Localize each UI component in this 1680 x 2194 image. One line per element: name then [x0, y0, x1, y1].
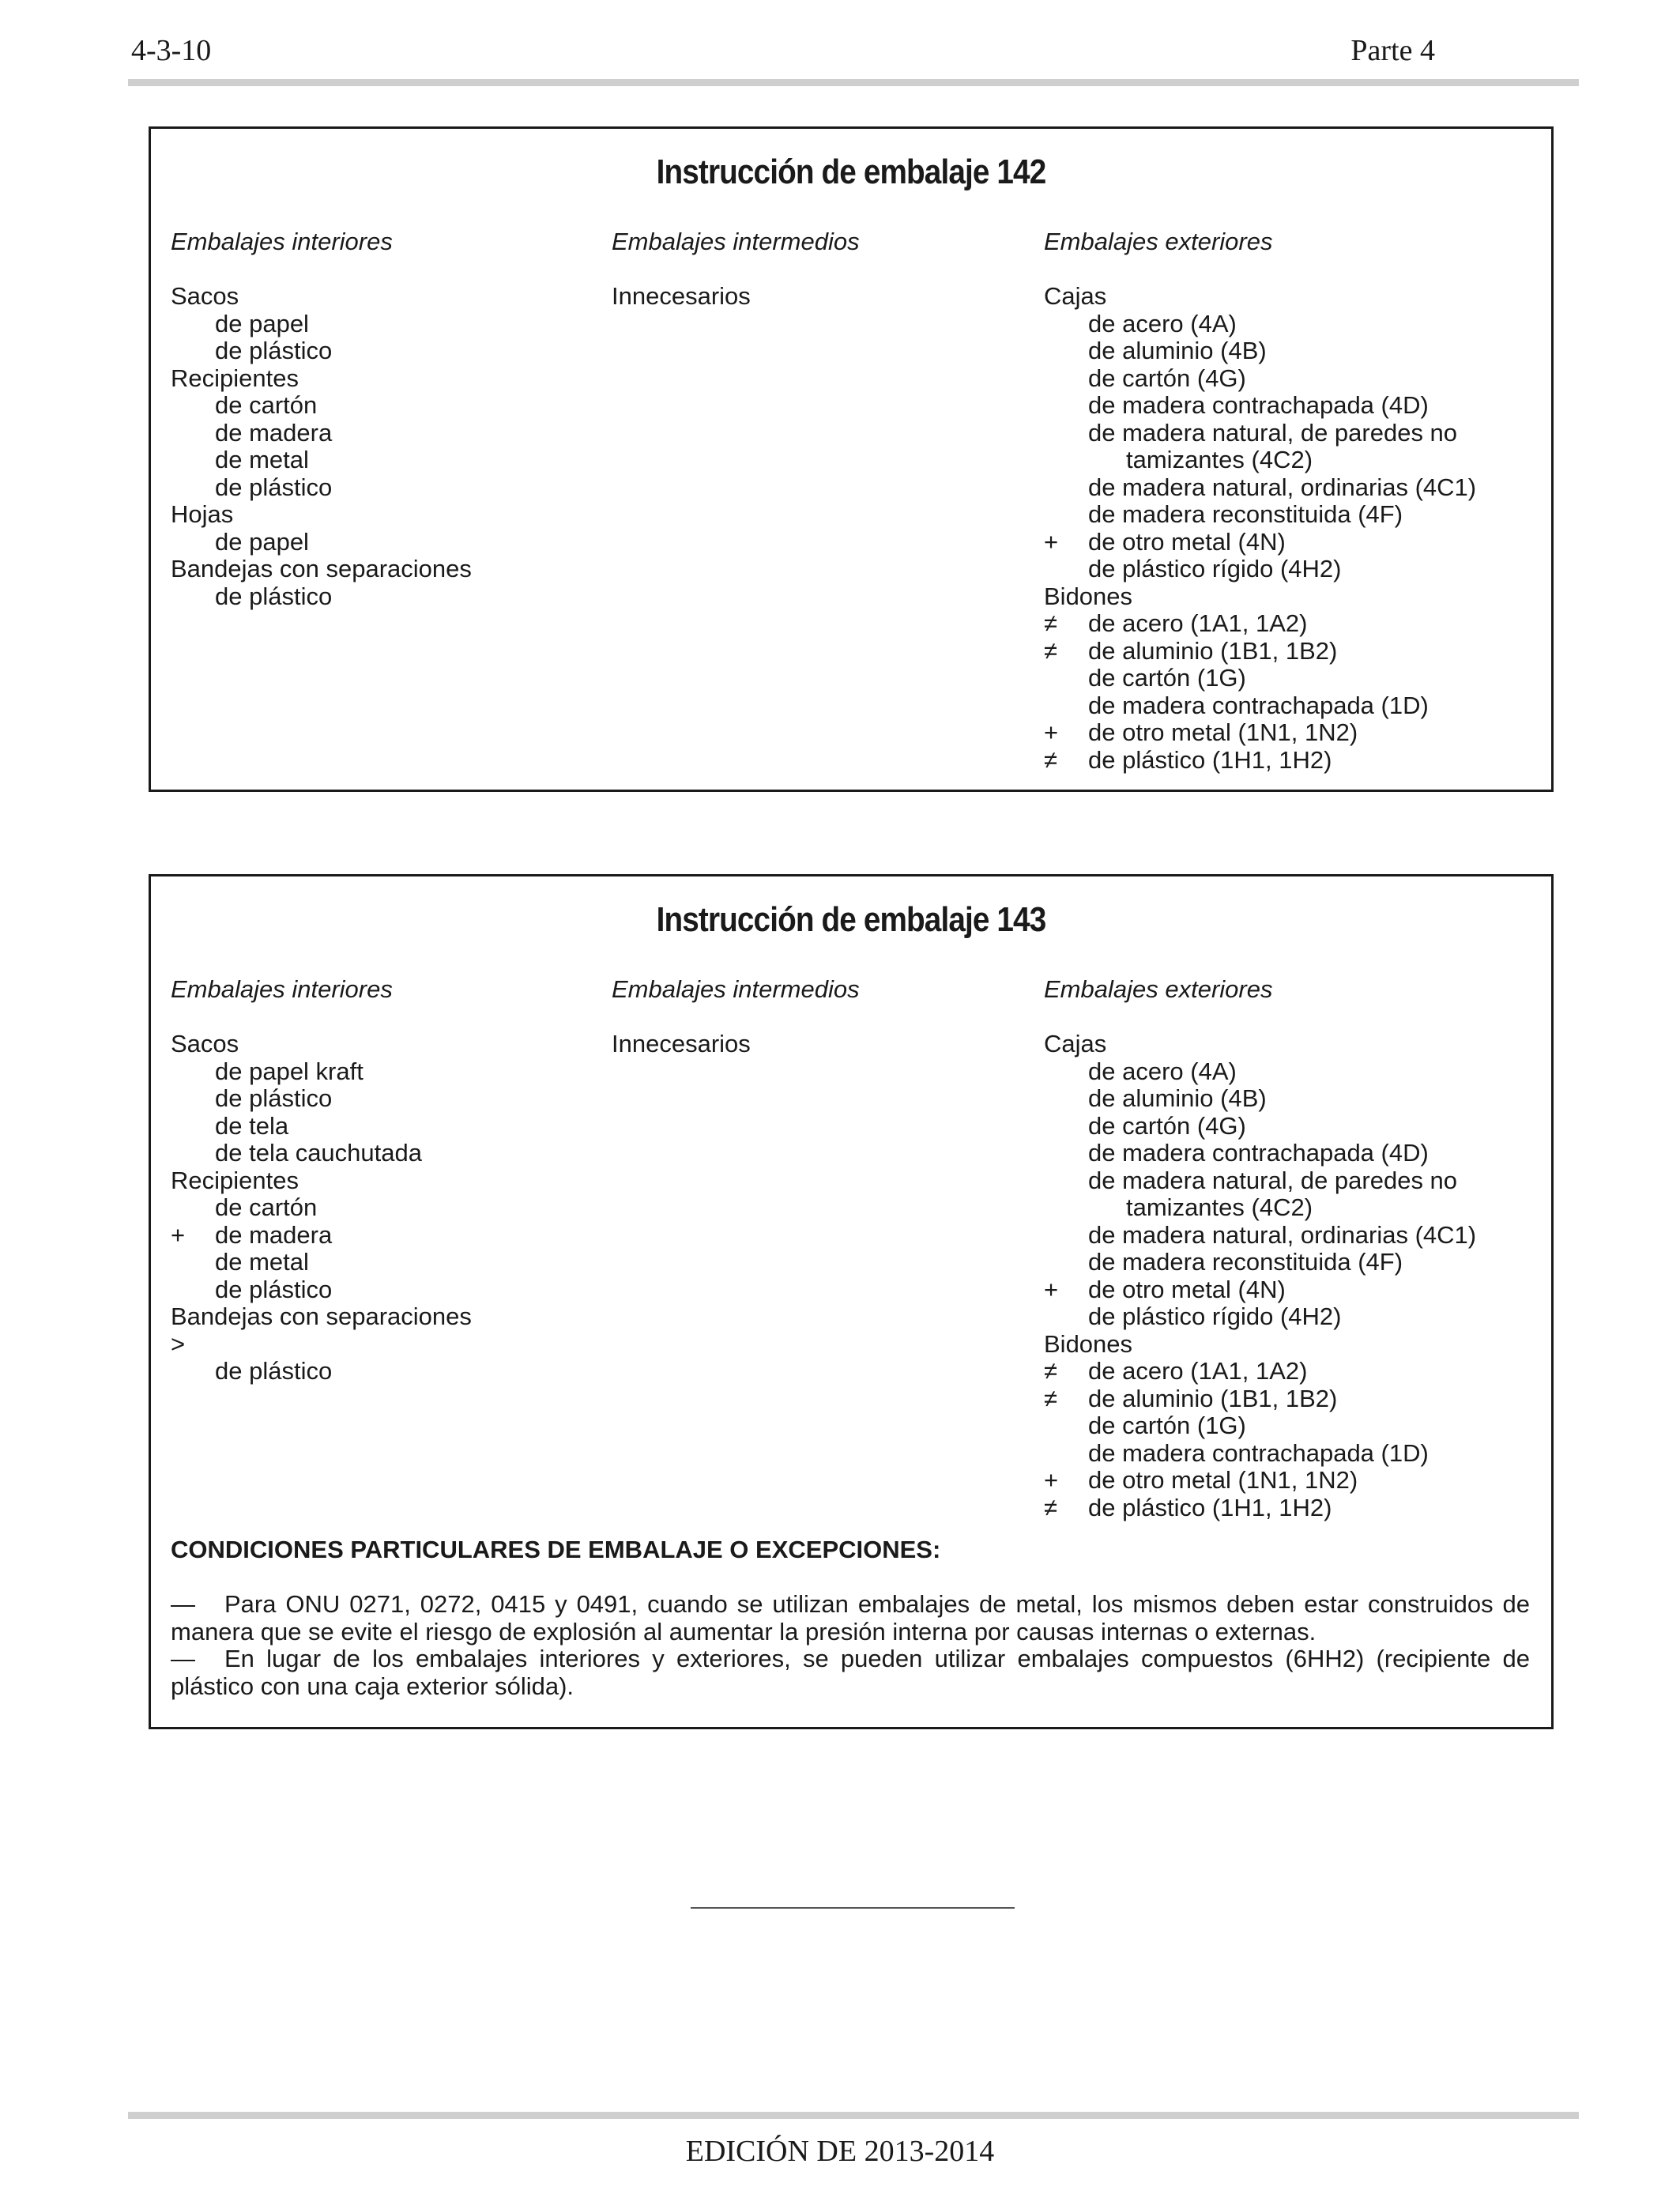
item-text: de madera natural, de paredes no — [1088, 1166, 1458, 1194]
item-text: Innecesarios — [612, 282, 751, 310]
item-text: de tela — [215, 1111, 289, 1140]
item-text: de acero (4A) — [1088, 1057, 1237, 1085]
item-text: de plástico — [215, 582, 333, 610]
item-text: de otro metal (1N1, 1N2) — [1088, 718, 1358, 746]
list-item — [1044, 638, 1550, 665]
item-text: de cartón — [215, 391, 318, 419]
list-item — [1044, 1467, 1550, 1495]
item-text: de otro metal (4N) — [1088, 1275, 1286, 1303]
list-item — [1044, 1058, 1550, 1086]
item-text: de papel — [215, 309, 309, 337]
list-item — [171, 583, 597, 611]
outer-packagings-column — [1044, 976, 1550, 1521]
item-text: de metal — [215, 446, 309, 473]
list-item — [171, 1194, 597, 1222]
item-text: Sacos — [171, 1030, 239, 1057]
list-item — [1044, 747, 1550, 775]
amendment-mark: > — [171, 1329, 186, 1358]
list-item — [171, 1140, 597, 1167]
list-item — [171, 311, 597, 338]
amendment-mark: + — [1044, 527, 1059, 556]
list-item — [1044, 1031, 1550, 1058]
item-text: de acero (4A) — [1088, 309, 1237, 337]
item-text: de plástico — [215, 337, 333, 364]
list-item — [1044, 1276, 1550, 1304]
list-item — [171, 1031, 597, 1058]
list-item — [171, 447, 597, 474]
item-text: de plástico rígido (4H2) — [1088, 555, 1342, 582]
item-text: de papel kraft — [215, 1057, 363, 1085]
inner-list — [171, 283, 597, 610]
condition-text: En lugar de los embalajes interiores y exteriores, se pueden utilizar embalajes compuestos (6HH2) (recipiente de plástico con una caja exterior sólida). — [171, 1645, 1530, 1700]
inner-packagings-column — [171, 976, 597, 1385]
item-text: Innecesarios — [612, 1030, 751, 1057]
amendment-mark: ≠ — [1044, 1357, 1058, 1385]
item-text: de cartón (1G) — [1088, 1412, 1246, 1439]
item-text: de plástico (1H1, 1H2) — [1088, 745, 1332, 774]
list-item — [1044, 1222, 1550, 1250]
item-text: de madera natural, ordinarias (4C1) — [1088, 1220, 1477, 1249]
item-text: Recipientes — [171, 1166, 299, 1194]
item-text: de acero (1A1, 1A2) — [1088, 1357, 1308, 1385]
item-text: de madera contrachapada (4D) — [1088, 1139, 1429, 1167]
inner-packagings-column — [171, 228, 597, 610]
item-text: de plástico — [215, 1357, 333, 1385]
item-text: de plástico rígido (4H2) — [1088, 1302, 1342, 1330]
inner-list — [171, 1031, 597, 1385]
list-item — [612, 283, 1038, 311]
item-text: de tela cauchutada — [215, 1139, 422, 1167]
list-item — [1044, 1303, 1550, 1331]
list-item — [171, 420, 597, 447]
amendment-mark: + — [1044, 718, 1059, 746]
item-text: de plástico — [215, 1084, 333, 1112]
list-item — [1044, 1385, 1550, 1413]
intermediate-packagings-column — [612, 228, 1038, 311]
list-item — [612, 1031, 1038, 1058]
list-item — [171, 392, 597, 420]
item-text: Bandejas con separaciones — [171, 1302, 472, 1330]
list-item — [1044, 665, 1550, 692]
header-rule — [128, 79, 1579, 86]
list-item — [171, 556, 597, 583]
intermediate-list — [612, 283, 1038, 311]
list-item — [1044, 692, 1550, 720]
item-text: Hojas — [171, 500, 234, 528]
intermediate-packagings-column — [612, 976, 1038, 1058]
list-item — [1044, 610, 1550, 638]
list-item — [1044, 583, 1550, 611]
item-text: de papel — [215, 527, 309, 556]
amendment-mark: ≠ — [1044, 745, 1058, 774]
list-item — [1044, 1412, 1550, 1440]
list-item — [171, 1303, 597, 1331]
item-text: de madera natural, de paredes no — [1088, 418, 1458, 447]
edition-footer: EDICIÓN DE 2013-2014 — [685, 2135, 995, 2168]
condition-text: Para ONU 0271, 0272, 0415 y 0491, cuando se utilizan embalajes de metal, los mismos deben estar construidos de manera que se evite el riesgo de explosión al aumentar la presión interna por causas internas o externas. — [171, 1590, 1530, 1646]
outer-list — [1044, 283, 1550, 774]
item-text: Bandejas con separaciones — [171, 555, 472, 582]
list-item — [1044, 1167, 1550, 1195]
condition-item — [171, 1646, 1530, 1700]
item-text: de cartón (4G) — [1088, 364, 1246, 392]
list-item — [171, 501, 597, 529]
item-text: de madera contrachapada (4D) — [1088, 391, 1429, 419]
item-text: de cartón (1G) — [1088, 664, 1246, 692]
list-item — [1044, 719, 1550, 747]
item-text: de cartón (4G) — [1088, 1111, 1246, 1140]
list-item — [1044, 420, 1550, 447]
item-text: de otro metal (1N1, 1N2) — [1088, 1466, 1358, 1494]
em-dash: — — [171, 1590, 195, 1618]
condition-item — [171, 1591, 1530, 1646]
amendment-mark: + — [171, 1220, 186, 1249]
item-text: Recipientes — [171, 364, 299, 392]
item-text: tamizantes (4C2) — [1126, 446, 1313, 473]
page-number: 4-3-10 — [131, 34, 212, 67]
item-text: de madera — [215, 418, 333, 447]
list-item — [1044, 311, 1550, 338]
list-item — [1044, 501, 1550, 529]
conditions-heading: CONDICIONES PARTICULARES DE EMBALAJE O EXCEPCIONES: — [171, 1536, 941, 1563]
amendment-mark: ≠ — [1044, 1493, 1058, 1521]
list-item — [1044, 529, 1550, 556]
list-item — [1044, 1085, 1550, 1113]
column-header: Embalajes interiores — [171, 228, 393, 255]
column-header: Embalajes intermedios — [612, 975, 860, 1003]
footer-rule — [128, 2112, 1579, 2119]
item-text: de madera contrachapada (1D) — [1088, 691, 1429, 719]
list-item — [1044, 1113, 1550, 1140]
item-text: de madera contrachapada (1D) — [1088, 1438, 1429, 1467]
item-text: Sacos — [171, 282, 239, 310]
list-item — [171, 1085, 597, 1113]
list-item — [171, 1167, 597, 1195]
item-text: Bidones — [1044, 1329, 1133, 1358]
list-item — [171, 283, 597, 311]
item-text: de madera natural, ordinarias (4C1) — [1088, 473, 1477, 501]
list-item — [171, 1222, 597, 1250]
list-item — [171, 1358, 597, 1385]
item-text: de plástico (1H1, 1H2) — [1088, 1493, 1332, 1521]
item-text: de otro metal (4N) — [1088, 527, 1286, 556]
outer-packagings-column — [1044, 228, 1550, 774]
list-item — [1044, 474, 1550, 502]
item-text: de metal — [215, 1248, 309, 1276]
column-header: Embalajes intermedios — [612, 228, 860, 255]
list-item — [1044, 1495, 1550, 1522]
list-item — [1044, 1331, 1550, 1359]
end-rule — [691, 1907, 1015, 1909]
list-item — [171, 529, 597, 556]
column-header: Embalajes exteriores — [1044, 228, 1273, 255]
item-text: de madera reconstituida (4F) — [1088, 500, 1403, 528]
item-text: de aluminio (4B) — [1088, 1084, 1267, 1112]
part-label: Parte 4 — [1350, 34, 1435, 67]
item-text: tamizantes (4C2) — [1126, 1193, 1313, 1221]
item-text: de madera reconstituida (4F) — [1088, 1248, 1403, 1276]
amendment-mark: ≠ — [1044, 636, 1058, 665]
list-item — [1044, 1249, 1550, 1276]
item-text: de madera — [215, 1220, 333, 1249]
item-text: de plástico — [215, 473, 333, 501]
special-conditions — [171, 1536, 1530, 1700]
amendment-mark: ≠ — [1044, 609, 1058, 637]
item-text: Cajas — [1044, 1030, 1107, 1057]
item-text: Bidones — [1044, 582, 1133, 610]
list-item — [1044, 337, 1550, 365]
amendment-mark: ≠ — [1044, 1384, 1058, 1412]
item-text: de plástico — [215, 1275, 333, 1303]
list-item — [1044, 1140, 1550, 1167]
list-item — [1044, 447, 1550, 474]
list-item — [1044, 392, 1550, 420]
list-item — [171, 1058, 597, 1086]
amendment-mark: + — [1044, 1466, 1059, 1494]
list-item — [1044, 556, 1550, 583]
intermediate-list — [612, 1031, 1038, 1058]
item-text: Cajas — [1044, 282, 1107, 310]
em-dash: — — [171, 1645, 195, 1672]
outer-list — [1044, 1031, 1550, 1521]
item-text: de aluminio (1B1, 1B2) — [1088, 1384, 1338, 1412]
column-header: Embalajes exteriores — [1044, 975, 1273, 1003]
list-item — [171, 1331, 597, 1359]
item-text: de acero (1A1, 1A2) — [1088, 609, 1308, 637]
instruction-title: Instrucción de embalaje 142 — [656, 153, 1046, 191]
packing-instruction-143 — [149, 874, 1554, 1729]
item-text: de cartón — [215, 1193, 318, 1221]
item-text: de aluminio (1B1, 1B2) — [1088, 636, 1338, 665]
list-item — [171, 1113, 597, 1140]
item-text: de aluminio (4B) — [1088, 337, 1267, 364]
list-item — [171, 365, 597, 393]
list-item — [1044, 1358, 1550, 1385]
packing-instruction-142 — [149, 126, 1554, 792]
amendment-mark: + — [1044, 1275, 1059, 1303]
column-header: Embalajes interiores — [171, 975, 393, 1003]
list-item — [1044, 1440, 1550, 1468]
instruction-title: Instrucción de embalaje 143 — [656, 900, 1046, 939]
list-item — [171, 1276, 597, 1304]
list-item — [171, 474, 597, 502]
list-item — [1044, 365, 1550, 393]
list-item — [171, 337, 597, 365]
list-item — [1044, 1194, 1550, 1222]
list-item — [1044, 283, 1550, 311]
list-item — [171, 1249, 597, 1276]
